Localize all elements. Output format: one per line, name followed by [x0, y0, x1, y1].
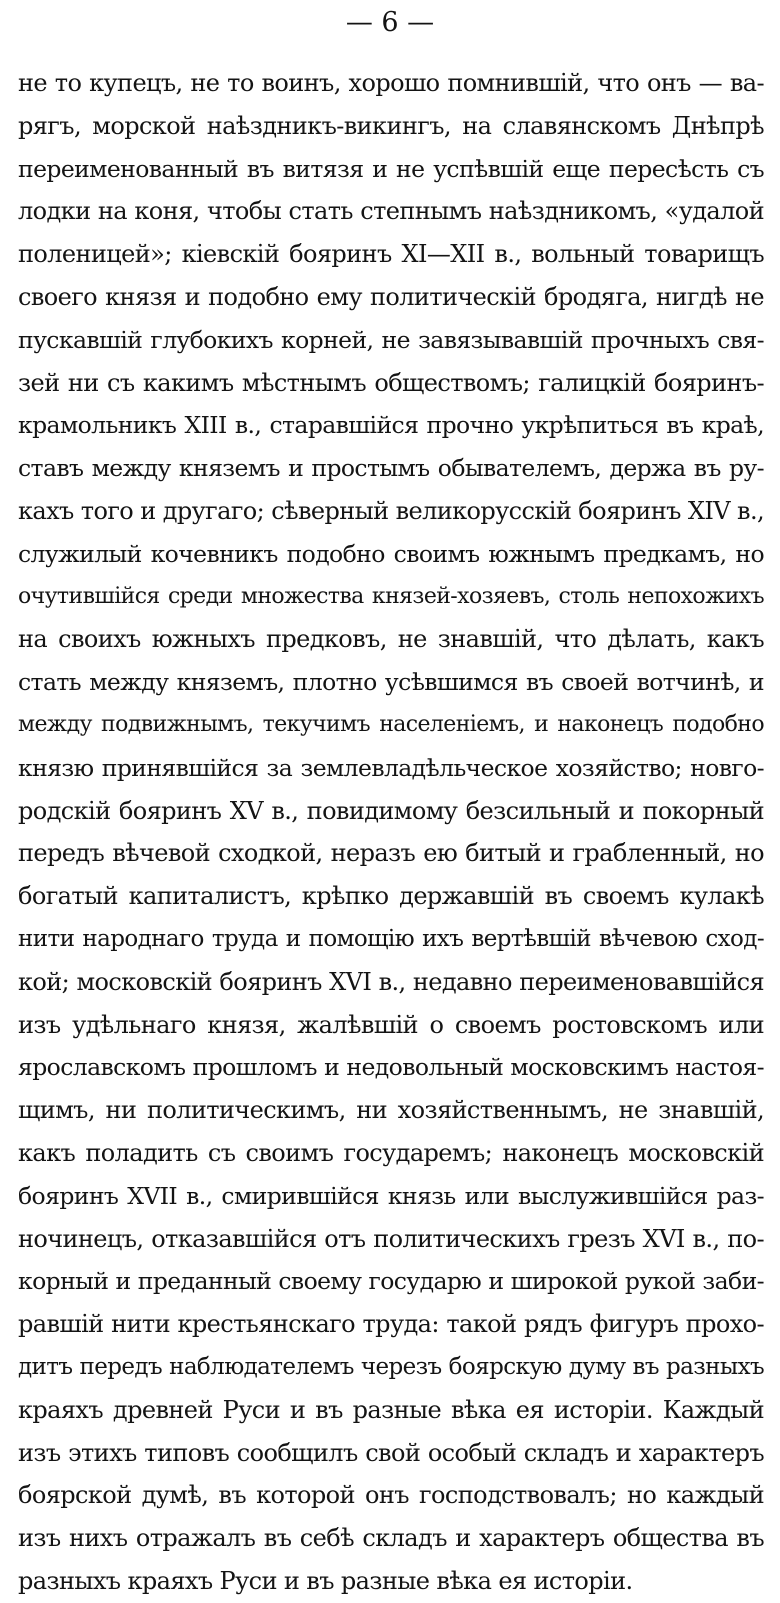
text-line: кахъ того и другаго; сѣверный великорусскій бояринъ XIV в.,	[18, 496, 764, 525]
body-paragraph	[18, 62, 764, 1603]
text-line: корный и преданный своему государю и широкой рукой заби-	[18, 1267, 764, 1296]
text-line: очутившійся среди множества князей-хозяевъ, столь непохожихъ	[18, 583, 764, 609]
text-line: изъ нихъ отражалъ въ себѣ складъ и характеръ общества въ	[18, 1524, 764, 1553]
text-line: крамольникъ XIII в., старавшійся прочно укрѣпиться въ краѣ,	[18, 411, 764, 440]
text-line: ночинецъ, отказавшійся отъ политическихъ грезъ XVI в., по-	[18, 1224, 764, 1253]
text-line: ставъ между княземъ и простымъ обывателемъ, держа въ ру-	[18, 454, 764, 483]
text-line: нити народнаго труда и помощію ихъ вертѣвшій вѣчевою сход-	[18, 925, 764, 952]
text-line: щимъ, ни политическимъ, ни хозяйственнымъ, не знавшій,	[18, 1096, 764, 1125]
text-line: на своихъ южныхъ предковъ, не знавшій, что дѣлать, какъ	[18, 625, 764, 654]
page-number: — 6 —	[345, 7, 435, 38]
text-line: кой; московскій бояринъ XVI в., недавно переименовавшійся	[18, 967, 764, 996]
text-line: лодки на коня, чтобы стать степнымъ наѣздникомъ, «удалой	[18, 197, 764, 226]
text-line: изъ этихъ типовъ сообщилъ свой особый складъ и характеръ	[18, 1438, 764, 1467]
text-line: дитъ передъ наблюдателемъ черезъ боярскую думу въ разныхъ	[18, 1353, 764, 1380]
text-line: боярской думѣ, въ которой онъ господствовалъ; но каждый	[18, 1481, 764, 1510]
text-line: равшій нити крестьянскаго труда: такой рядъ фигуръ прохо-	[18, 1310, 764, 1339]
text-line: пускавшій глубокихъ корней, не завязывавшій прочныхъ свя-	[18, 325, 764, 354]
text-line: ярославскомъ прошломъ и недовольный московскимъ настоя-	[18, 1053, 764, 1082]
text-line: не то купецъ, не то воинъ, хорошо помнившій, что онъ — ва-	[18, 69, 764, 97]
text-line: разныхъ краяхъ Руси и въ разные вѣка ея исторіи.	[18, 1566, 633, 1595]
text-line: зей ни съ какимъ мѣстнымъ обществомъ; галицкій бояринъ-	[18, 368, 764, 397]
text-line: князю принявшійся за землевладѣльческое хозяйство; новго-	[18, 753, 764, 782]
text-line: между подвижнымъ, текучимъ населеніемъ, и наконецъ подобно	[18, 711, 764, 737]
text-line: бояринъ XVII в., смирившійся князь или выслужившійся раз-	[18, 1181, 764, 1210]
text-line: изъ удѣльнаго князя, жалѣвшій о своемъ ростовскомъ или	[18, 1010, 764, 1039]
text-line: богатый капиталистъ, крѣпко державшій въ своемъ кулакѣ	[18, 882, 764, 911]
text-line: стать между княземъ, плотно усѣвшимся въ своей вотчинѣ, и	[18, 668, 764, 697]
text-line: краяхъ древней Руси и въ разные вѣка ея исторіи. Каждый	[18, 1395, 764, 1424]
text-line: родскій бояринъ XV в., повидимому безсильный и покорный	[18, 796, 764, 825]
text-line: рягъ, морской наѣздникъ-викингъ, на славянскомъ Днѣпрѣ	[18, 111, 764, 140]
text-line: какъ поладить съ своимъ государемъ; наконецъ московскій	[18, 1138, 764, 1167]
text-line: служилый кочевникъ подобно своимъ южнымъ предкамъ, но	[18, 539, 764, 568]
text-line: переименованный въ витязя и не успѣвшій еще пересѣсть съ	[18, 154, 764, 183]
text-line: поленицей»; кіевскій бояринъ XI—XII в., вольный товарищъ	[18, 240, 764, 269]
text-line: передъ вѣчевой сходкой, неразъ ею битый и грабленный, но	[18, 839, 764, 868]
text-line: своего князя и подобно ему политическій бродяга, нигдѣ не	[18, 282, 764, 311]
